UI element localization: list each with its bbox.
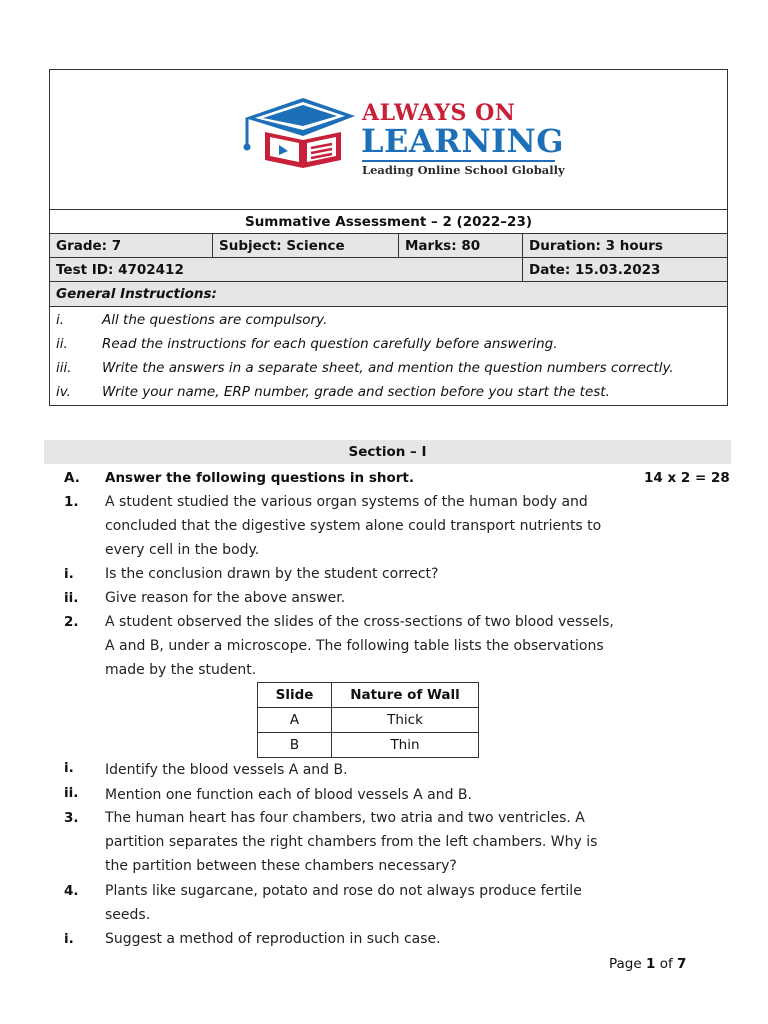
header-box — [49, 69, 728, 406]
subquestion-number: i. — [64, 566, 74, 582]
subquestion-text: Is the conclusion drawn by the student correct? — [105, 566, 439, 582]
section-title: Section – I — [44, 440, 731, 464]
logo-line2: LEARNING — [361, 122, 565, 160]
table-cell: Thick — [332, 708, 479, 733]
question-text-line: concluded that the digestive system alone could transport nutrients to — [105, 518, 602, 534]
question-text-line: The human heart has four chambers, two atria and two ventricles. A — [105, 810, 585, 826]
question-text-line: seeds. — [105, 907, 151, 923]
table-header-cell: Nature of Wall — [332, 683, 479, 708]
subquestion-number: ii. — [64, 590, 79, 606]
page-label: Page — [609, 956, 642, 972]
question-text-line: A and B, under a microscope. The following table lists the observations — [105, 638, 604, 654]
question-text-line: made by the student. — [105, 662, 257, 678]
instruction-item: ii. Read the instructions for each question carefully before answering. — [56, 336, 558, 352]
table-row — [258, 708, 479, 733]
graduation-cap-book-icon — [243, 96, 358, 171]
subquestion-text: Identify the blood vessels A and B. — [105, 762, 348, 778]
instruction-item: i. All the questions are compulsory. — [56, 312, 328, 328]
grade: Grade: 7 — [56, 237, 122, 254]
instructions-list — [50, 306, 727, 406]
subquestion-text: Suggest a method of reproduction in such case. — [105, 931, 441, 947]
table-row — [258, 733, 479, 758]
table-header-cell: Slide — [258, 683, 332, 708]
test-id-row — [50, 257, 727, 281]
subquestion-number: i. — [64, 760, 74, 776]
duration: Duration: 3 hours — [522, 234, 727, 257]
question-number: 2. — [64, 614, 79, 630]
page-total: 7 — [677, 956, 687, 972]
question-text-line: A student observed the slides of the cross-sections of two blood vessels, — [105, 614, 614, 630]
question-number: 3. — [64, 810, 79, 826]
observation-table — [257, 682, 479, 758]
table-cell: Thin — [332, 733, 479, 758]
question-number: 4. — [64, 883, 79, 899]
instruction-item: iii. Write the answers in a separate sheet, and mention the question numbers correctly. — [56, 360, 674, 376]
question-text-line: Plants like sugarcane, potato and rose do not always produce fertile — [105, 883, 582, 899]
marks: Marks: 80 — [398, 234, 522, 257]
general-instructions-row — [50, 281, 727, 306]
question-text-line: A student studied the various organ systems of the human body and — [105, 494, 588, 510]
subquestion-number: ii. — [64, 785, 79, 801]
test-date: Date: 15.03.2023 — [522, 258, 727, 281]
general-instructions-label: General Instructions: — [56, 286, 217, 302]
assessment-title-row — [50, 209, 727, 233]
question-text-line: the partition between these chambers necessary? — [105, 858, 457, 874]
grade-row — [50, 233, 727, 257]
part-title: Answer the following questions in short. — [105, 470, 415, 486]
logo — [50, 70, 727, 209]
part-label: A. — [64, 470, 80, 486]
instruction-item: iv. Write your name, ERP number, grade and section before you start the test. — [56, 384, 610, 400]
logo-divider — [362, 160, 555, 162]
logo-line1: ALWAYS ON — [362, 100, 516, 126]
page-indicator — [609, 956, 686, 972]
table-cell: A — [258, 708, 332, 733]
subquestion-text: Mention one function each of blood vessels A and B. — [105, 787, 472, 803]
table-header-row — [258, 683, 479, 708]
assessment-title: Summative Assessment – 2 (2022–23) — [244, 213, 533, 230]
subject: Subject: Science — [212, 234, 398, 257]
question-text-line: partition separates the right chambers from the left chambers. Why is — [105, 834, 598, 850]
subquestion-text: Give reason for the above answer. — [105, 590, 346, 606]
question-text-line: every cell in the body. — [105, 542, 260, 558]
page-number: 1 — [645, 956, 656, 972]
subquestion-number: i. — [64, 931, 74, 947]
test-id: Test ID: 4702412 — [56, 261, 184, 278]
table-cell: B — [258, 733, 332, 758]
part-marks: 14 x 2 = 28 — [644, 470, 730, 486]
logo-tagline: Leading Online School Globally — [362, 163, 565, 177]
page-of-label: of — [659, 956, 673, 972]
question-number: 1. — [64, 494, 79, 510]
